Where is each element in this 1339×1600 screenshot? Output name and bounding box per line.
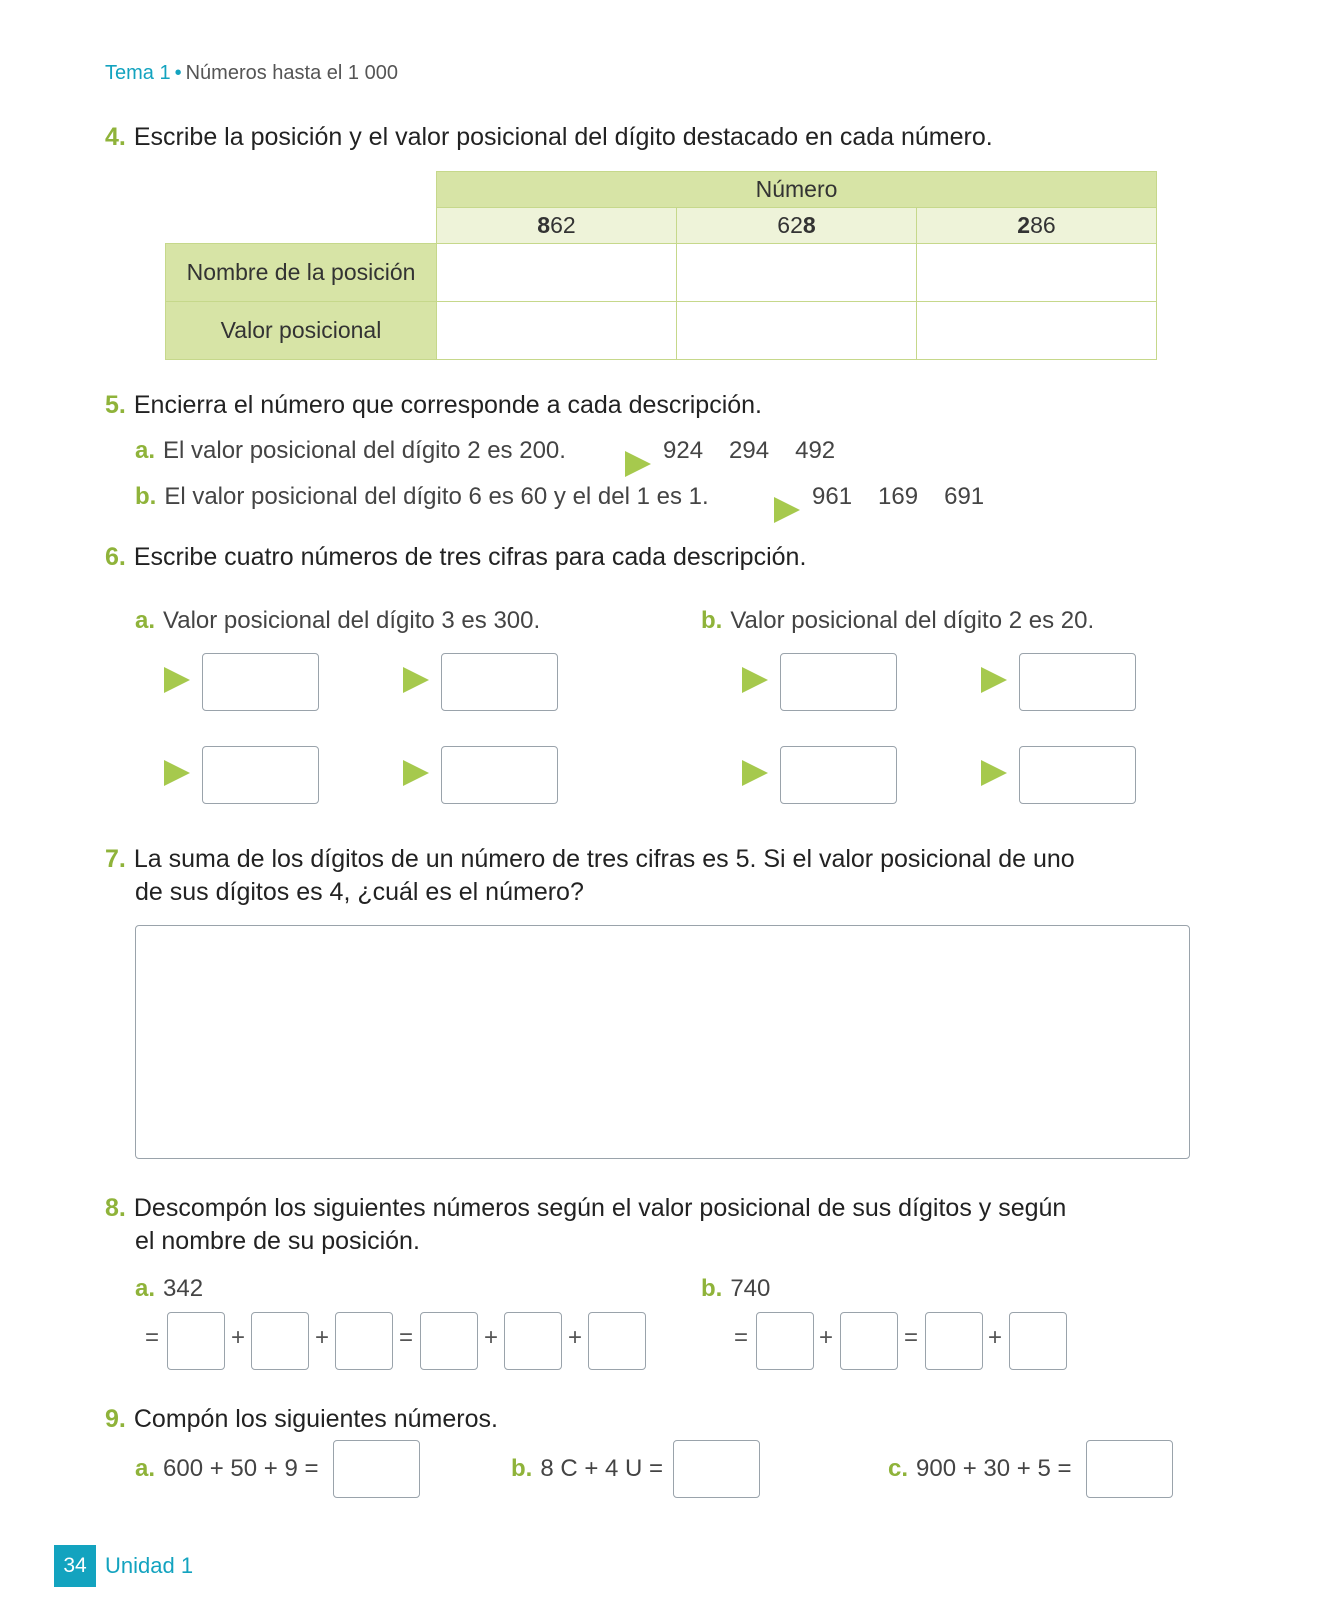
arrow-icon (403, 667, 429, 693)
arrow-icon (625, 451, 651, 477)
q8b-label: b. 740 (701, 1275, 771, 1302)
answer-box[interactable] (420, 1312, 478, 1370)
plus-sign: + (315, 1324, 330, 1351)
arrow-icon (164, 760, 190, 786)
unit-label: Unidad 1 (105, 1553, 194, 1578)
equals-sign: = (145, 1324, 160, 1351)
q8-title (105, 1192, 1066, 1225)
table-corner (166, 172, 437, 208)
q7-line2: de sus dígitos es 4, ¿cuál es el número? (135, 878, 584, 906)
answer-box[interactable] (1009, 1312, 1067, 1370)
option[interactable]: 294 (729, 437, 770, 464)
q9a-expr: a. 600 + 50 + 9 = (135, 1455, 319, 1482)
answer-box[interactable] (251, 1312, 309, 1370)
header-dot: • (174, 62, 182, 84)
q4-number: 4. (105, 123, 126, 151)
answer-box[interactable] (588, 1312, 646, 1370)
answer-cell[interactable] (677, 302, 917, 360)
answer-box[interactable] (441, 746, 558, 804)
q9b-expr: b. 8 C + 4 U = (511, 1455, 664, 1482)
page-number-badge: 34 (54, 1545, 96, 1587)
page-header (105, 62, 398, 85)
answer-cell[interactable] (437, 244, 677, 302)
answer-box[interactable] (780, 746, 897, 804)
option[interactable]: 924 (663, 437, 704, 464)
arrow-icon (742, 667, 768, 693)
answer-box[interactable] (756, 1312, 814, 1370)
q9-text: Compón los siguientes números. (133, 1405, 498, 1433)
answer-box[interactable] (167, 1312, 225, 1370)
q8a-label: a. 342 (135, 1275, 204, 1302)
q6b-text: b. Valor posicional del dígito 2 es 20. (701, 607, 1095, 634)
topic-label: Números hasta el 1 000 (185, 62, 398, 84)
q8-number: 8. (105, 1194, 126, 1222)
q6a-text: a. Valor posicional del dígito 3 es 300. (135, 607, 541, 634)
option[interactable]: 691 (944, 483, 985, 510)
equals-sign: = (399, 1324, 414, 1351)
q5-title (105, 389, 762, 422)
equals-sign: = (904, 1324, 919, 1351)
arrow-icon (981, 667, 1007, 693)
plus-sign: + (988, 1324, 1003, 1351)
table-header: Número (437, 172, 1157, 208)
q5b-options (812, 483, 1010, 511)
answer-box[interactable] (840, 1312, 898, 1370)
arrow-icon (403, 760, 429, 786)
plus-sign: + (819, 1324, 834, 1351)
option[interactable]: 961 (812, 483, 853, 510)
answer-box[interactable] (780, 653, 897, 711)
arrow-icon (742, 760, 768, 786)
table-corner (166, 208, 437, 244)
table-number-cell: 862 (437, 208, 677, 244)
answer-box[interactable] (202, 653, 319, 711)
answer-cell[interactable] (677, 244, 917, 302)
q7-answer-area[interactable] (135, 925, 1190, 1159)
answer-cell[interactable] (917, 302, 1157, 360)
answer-box[interactable] (1019, 653, 1136, 711)
q6-title (105, 541, 806, 574)
answer-box[interactable] (925, 1312, 983, 1370)
q7-line1: La suma de los dígitos de un número de tres cifras es 5. Si el valor posicional de uno (133, 845, 1075, 873)
answer-cell[interactable] (917, 244, 1157, 302)
arrow-icon (164, 667, 190, 693)
answer-box[interactable] (504, 1312, 562, 1370)
answer-box[interactable] (441, 653, 558, 711)
q5a-options (663, 437, 861, 465)
q5b-text: b. El valor posicional del dígito 6 es 60 y el del 1 es 1. (135, 483, 709, 510)
answer-cell[interactable] (437, 302, 677, 360)
answer-box[interactable] (335, 1312, 393, 1370)
answer-box[interactable] (1086, 1440, 1173, 1498)
q5-text: Encierra el número que corresponde a cada descripción. (133, 391, 762, 419)
q5-number: 5. (105, 391, 126, 419)
q9-number: 9. (105, 1405, 126, 1433)
plus-sign: + (568, 1324, 583, 1351)
arrow-icon (774, 497, 800, 523)
plus-sign: + (484, 1324, 499, 1351)
q5a-text: a. El valor posicional del dígito 2 es 200. (135, 437, 566, 464)
option[interactable]: 492 (795, 437, 836, 464)
q7-title (105, 843, 1075, 876)
plus-sign: + (231, 1324, 246, 1351)
q9-title (105, 1403, 498, 1436)
q6-text: Escribe cuatro números de tres cifras para cada descripción. (133, 543, 807, 571)
table-number-cell: 628 (677, 208, 917, 244)
q8-line2: el nombre de su posición. (135, 1227, 420, 1255)
tema-label: Tema 1 (105, 62, 171, 84)
q4-title (105, 121, 993, 154)
table-row-header: Nombre de la posición (166, 244, 437, 302)
equals-sign: = (734, 1324, 749, 1351)
answer-box[interactable] (1019, 746, 1136, 804)
option[interactable]: 169 (878, 483, 919, 510)
answer-box[interactable] (673, 1440, 760, 1498)
q6-number: 6. (105, 543, 126, 571)
table-number-cell: 286 (917, 208, 1157, 244)
arrow-icon (981, 760, 1007, 786)
answer-box[interactable] (333, 1440, 420, 1498)
place-value-table (165, 171, 1157, 360)
q8-line1: Descompón los siguientes números según el valor posicional de sus dígitos y según (133, 1194, 1067, 1222)
table-row-header: Valor posicional (166, 302, 437, 360)
q4-text: Escribe la posición y el valor posicional del dígito destacado en cada número. (133, 123, 993, 151)
answer-box[interactable] (202, 746, 319, 804)
q9c-expr: c. 900 + 30 + 5 = (888, 1455, 1072, 1482)
q7-number: 7. (105, 845, 126, 873)
